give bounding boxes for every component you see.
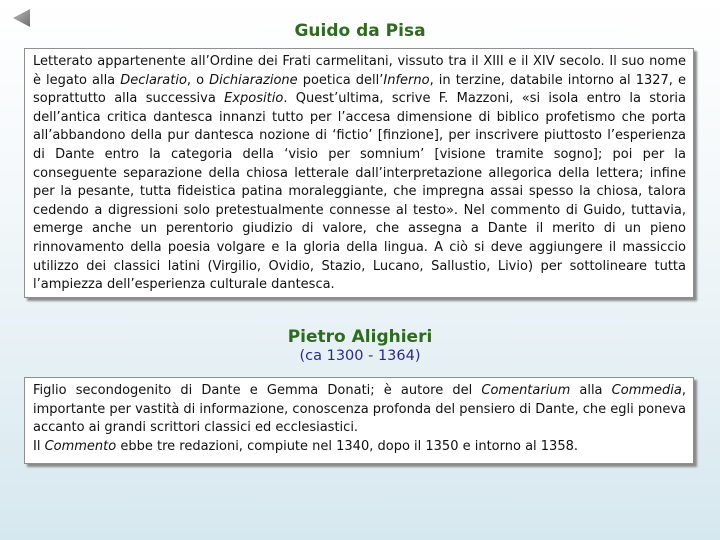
guido-text-box bbox=[24, 48, 694, 298]
section-title-pietro: Pietro Alighieri bbox=[287, 327, 433, 347]
section-title-guido: Guido da Pisa bbox=[294, 21, 426, 41]
pietro-text-box bbox=[24, 377, 694, 464]
pietro-paragraph-2: Il Commento ebbe tre redazioni, compiute nel 1340, dopo il 1350 e intorno al 1358. bbox=[33, 438, 579, 454]
pietro-dates: (ca 1300 - 1364) bbox=[299, 348, 421, 364]
pietro-paragraph-1: Figlio secondogenito di Dante e Gemma Donati; è autore del Comentarium alla Commedia, importante per vastità di informazione, conoscenza profonda del pensiero di Dante, che egli poneva accanto ai grandi scrittori classici ed ecclesiastici. bbox=[33, 383, 687, 436]
guido-paragraph: Letterato appartenente all’Ordine dei Frati carmelitani, vissuto tra il XIII e il XIV secolo. Il suo nome è legato alla Declaratio, o Dichiarazione poetica dell’Inferno, in terzine, databile intorno al 1327, e soprattutto alla successiva Expositio. Quest’ultima, scrive F. Mazzoni, «si isola entro la storia dell’antica critica dantesca innanzi tutto per l’accesa dimensione di biblico profetismo che porta all’abbandono della pur dantesca nozione di ‘fictio’ [finzione], per inscrivere piuttosto l’esperienza di Dante entro la categoria della ‘visio per somnium’ [visione tramite sogno]; poi per la conseguente separazione della chiosa letterale dall’interpretazione allegorica della lettera; infine per la pesante, tutta fideistica patina moraleggiante, che impregna assai spesso la chiosa, talora cedendo a digressioni solo pretestualmente connesse al testo». Nel commento di Guido, tuttavia, emerge anche un perentorio giudizio di valore, che assegna a Dante il merito di un pieno rinnovamento della poesia volgare e la gloria della lingua. A ciò si deve aggiungere il massiccio utilizzo dei classici latini (Virgilio, Ovidio, Stazio, Lucano, Sallustio, Livio) per sottolineare tutta l’ampiezza dell’esperienza culturale dantesca. bbox=[33, 54, 686, 293]
